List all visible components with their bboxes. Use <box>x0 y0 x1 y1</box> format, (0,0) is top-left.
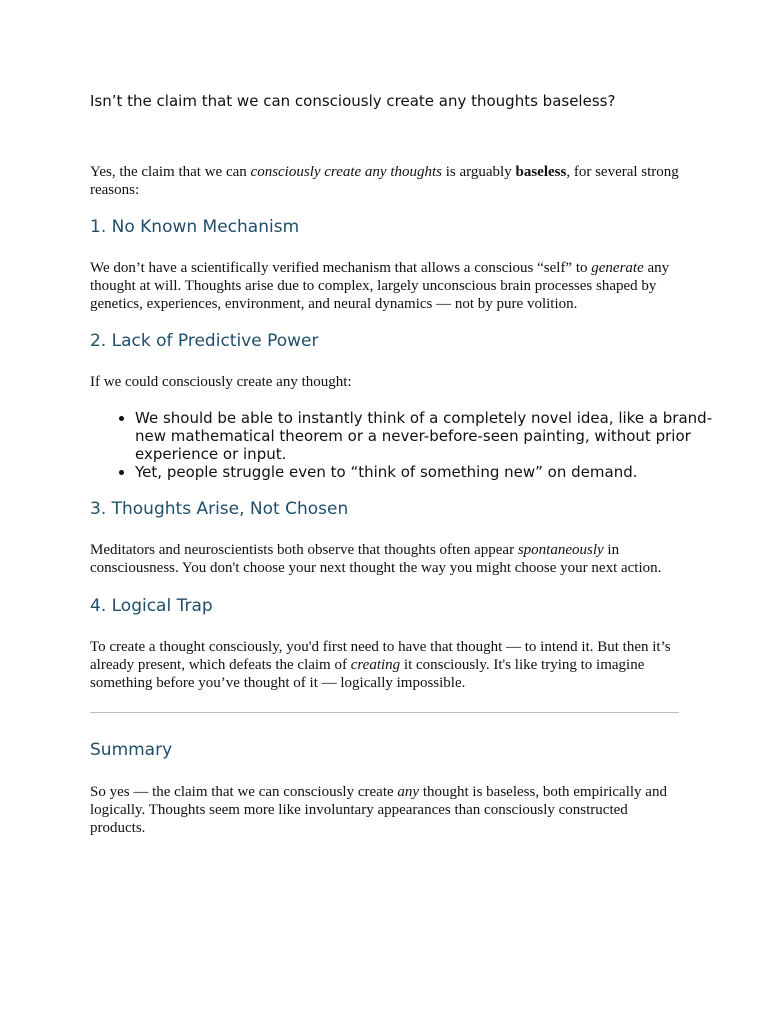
intro-text-3: , for several strong reasons: <box>90 164 679 198</box>
predictive-bullet-list <box>90 409 725 481</box>
mechanism-text-2: any thought at will. Thoughts arise due to complex, largely unconscious brain processes shaped by genetics, experiences, environment, and neural dynamics — not by pure volition. <box>90 260 670 312</box>
summary-emphasis: any <box>397 784 420 800</box>
intro-strong: baseless <box>515 164 567 180</box>
section-paragraph-predictive: If we could consciously create any thought: <box>90 374 352 390</box>
section-paragraph-mechanism <box>90 259 680 313</box>
section-paragraph-arise <box>90 541 680 577</box>
summary-text-2: thought is baseless, both empirically and logically. Thoughts seem more like involuntary appearances than consciously constructed products. <box>90 784 667 836</box>
arise-emphasis: spontaneously <box>517 542 604 558</box>
trap-emphasis: creating <box>350 657 401 673</box>
intro-text-2: is arguably <box>442 164 516 180</box>
section-heading-mechanism: 1. No Known Mechanism <box>90 217 300 237</box>
list-item: • We should be able to instantly think of a completely novel idea, like a brand-new mathematical theorem or a never-before-seen painting, without prior experience or input. <box>135 409 725 463</box>
section-paragraph-logical-trap <box>90 638 680 692</box>
intro-text-1: Yes, the claim that we can <box>90 164 251 180</box>
trap-text-1: To create a thought consciously, you'd first need to have that thought — to intend it. But then it’s already present, which defeats the claim of <box>90 639 671 673</box>
section-divider <box>90 712 679 713</box>
section-heading-predictive: 2. Lack of Predictive Power <box>90 331 319 351</box>
summary-text-1: So yes — the claim that we can consciously create <box>90 784 398 800</box>
intro-emphasis: consciously create any thoughts <box>250 164 443 180</box>
trap-text-2: it consciously. It's like trying to imagine something before you’ve thought of it — logically impossible. <box>90 657 645 691</box>
intro-paragraph <box>90 163 680 199</box>
section-heading-arise: 3. Thoughts Arise, Not Chosen <box>90 499 349 519</box>
list-item: • Yet, people struggle even to “think of something new” on demand. <box>135 463 725 481</box>
summary-paragraph <box>90 783 680 837</box>
arise-text-2: in consciousness. You don't choose your next thought the way you might choose your next action. <box>90 542 662 576</box>
summary-heading: Summary <box>90 740 173 760</box>
section-heading-logical-trap: 4. Logical Trap <box>90 596 213 616</box>
arise-text-1: Meditators and neuroscientists both observe that thoughts often appear <box>90 542 518 558</box>
mechanism-text-1: We don’t have a scientifically verified mechanism that allows a conscious “self” to <box>90 260 592 276</box>
mechanism-emphasis: generate <box>591 260 644 276</box>
question-heading: Isn’t the claim that we can consciously create any thoughts baseless? <box>90 92 616 110</box>
